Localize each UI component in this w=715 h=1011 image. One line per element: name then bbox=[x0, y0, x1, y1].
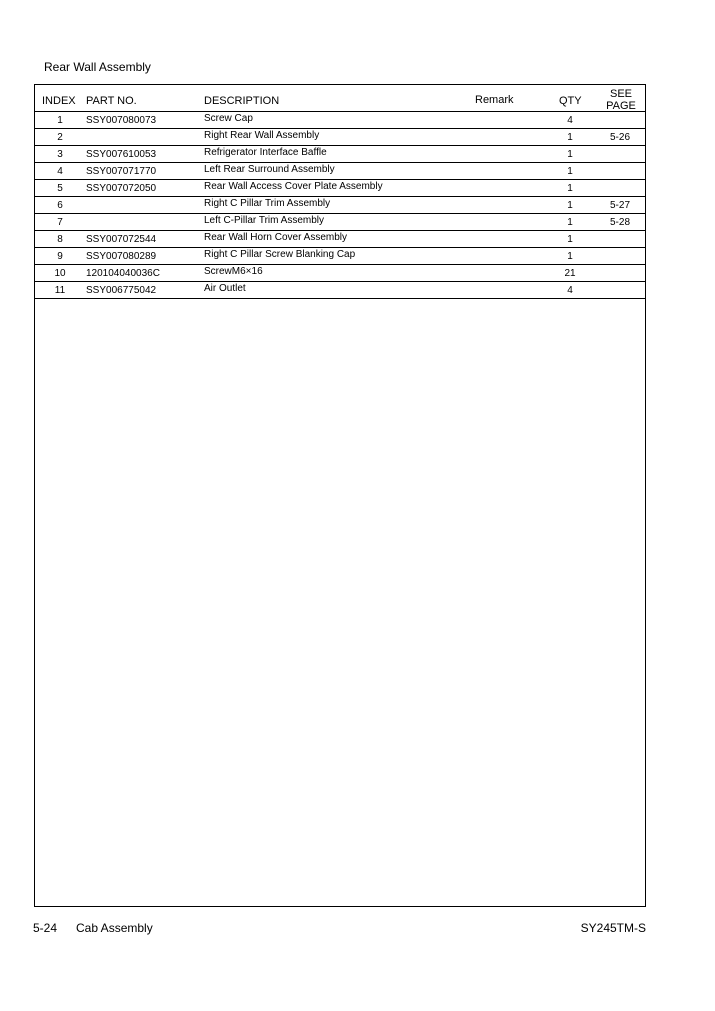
table-row bbox=[35, 163, 645, 180]
table-row bbox=[35, 146, 645, 163]
header-see-page bbox=[605, 88, 637, 112]
cell-see-page: 5-27 bbox=[609, 200, 630, 211]
footer-section: Cab Assembly bbox=[76, 921, 153, 935]
cell-description: Left C-Pillar Trim Assembly bbox=[204, 215, 325, 226]
cell-description: Screw Cap bbox=[204, 113, 253, 124]
cell-qty: 1 bbox=[567, 166, 573, 177]
cell-part-no: SSY007071770 bbox=[86, 166, 157, 177]
header-index: INDEX bbox=[42, 95, 76, 107]
cell-index: 10 bbox=[54, 268, 66, 279]
cell-description: Refrigerator Interface Baffle bbox=[204, 147, 327, 158]
cell-qty: 21 bbox=[564, 268, 576, 279]
cell-part-no: SSY007072050 bbox=[86, 183, 157, 194]
cell-qty: 1 bbox=[567, 200, 573, 211]
cell-index: 3 bbox=[57, 149, 63, 160]
table-row bbox=[35, 112, 645, 129]
cell-part-no: SSY007610053 bbox=[86, 149, 157, 160]
cell-part-no: SSY007072544 bbox=[86, 234, 157, 245]
cell-description: ScrewM6×16 bbox=[204, 266, 263, 277]
cell-qty: 1 bbox=[567, 217, 573, 228]
cell-qty: 1 bbox=[567, 149, 573, 160]
cell-description: Right C Pillar Screw Blanking Cap bbox=[204, 249, 356, 260]
cell-description: Left Rear Surround Assembly bbox=[204, 164, 335, 175]
cell-description: Rear Wall Horn Cover Assembly bbox=[204, 232, 348, 243]
cell-index: 1 bbox=[57, 115, 63, 126]
table-row bbox=[35, 231, 645, 248]
cell-index: 6 bbox=[57, 200, 63, 211]
header-part-no: PART NO. bbox=[86, 95, 137, 107]
footer-page-number: 5-24 bbox=[33, 921, 58, 935]
table-header bbox=[35, 85, 645, 112]
cell-index: 7 bbox=[57, 217, 63, 228]
cell-qty: 4 bbox=[567, 115, 573, 126]
cell-qty: 4 bbox=[567, 285, 573, 296]
table-row bbox=[35, 214, 645, 231]
cell-part-no: SSY006775042 bbox=[86, 285, 157, 296]
cell-qty: 1 bbox=[567, 183, 573, 194]
table-row bbox=[35, 248, 645, 265]
header-qty: QTY bbox=[559, 95, 582, 107]
cell-part-no: 120104040036C bbox=[86, 268, 160, 279]
cell-description: Right C Pillar Trim Assembly bbox=[204, 198, 331, 209]
footer-model: SY245TM-S bbox=[580, 921, 646, 935]
header-see-line1: SEE bbox=[609, 88, 632, 100]
table-row bbox=[35, 197, 645, 214]
cell-index: 5 bbox=[57, 183, 63, 194]
cell-index: 2 bbox=[57, 132, 63, 143]
cell-qty: 1 bbox=[567, 234, 573, 245]
cell-see-page: 5-26 bbox=[609, 132, 630, 143]
cell-index: 8 bbox=[57, 234, 63, 245]
cell-qty: 1 bbox=[567, 132, 573, 143]
section-title: Rear Wall Assembly bbox=[44, 60, 151, 74]
table-row bbox=[35, 282, 645, 299]
header-see-line2: PAGE bbox=[606, 100, 636, 112]
header-remark: Remark bbox=[475, 94, 514, 106]
cell-index: 11 bbox=[54, 285, 66, 296]
parts-table-frame bbox=[34, 84, 646, 907]
table-body bbox=[35, 112, 645, 299]
table-row bbox=[35, 180, 645, 197]
table-row bbox=[35, 265, 645, 282]
cell-description: Rear Wall Access Cover Plate Assembly bbox=[204, 181, 383, 192]
cell-qty: 1 bbox=[567, 251, 573, 262]
cell-index: 4 bbox=[57, 166, 63, 177]
cell-part-no: SSY007080289 bbox=[86, 251, 157, 262]
cell-description: Right Rear Wall Assembly bbox=[204, 130, 320, 141]
cell-part-no: SSY007080073 bbox=[86, 115, 157, 126]
cell-index: 9 bbox=[57, 251, 63, 262]
cell-description: Air Outlet bbox=[204, 283, 246, 294]
cell-see-page: 5-28 bbox=[609, 217, 630, 228]
header-description: DESCRIPTION bbox=[204, 95, 280, 107]
table-row bbox=[35, 129, 645, 146]
